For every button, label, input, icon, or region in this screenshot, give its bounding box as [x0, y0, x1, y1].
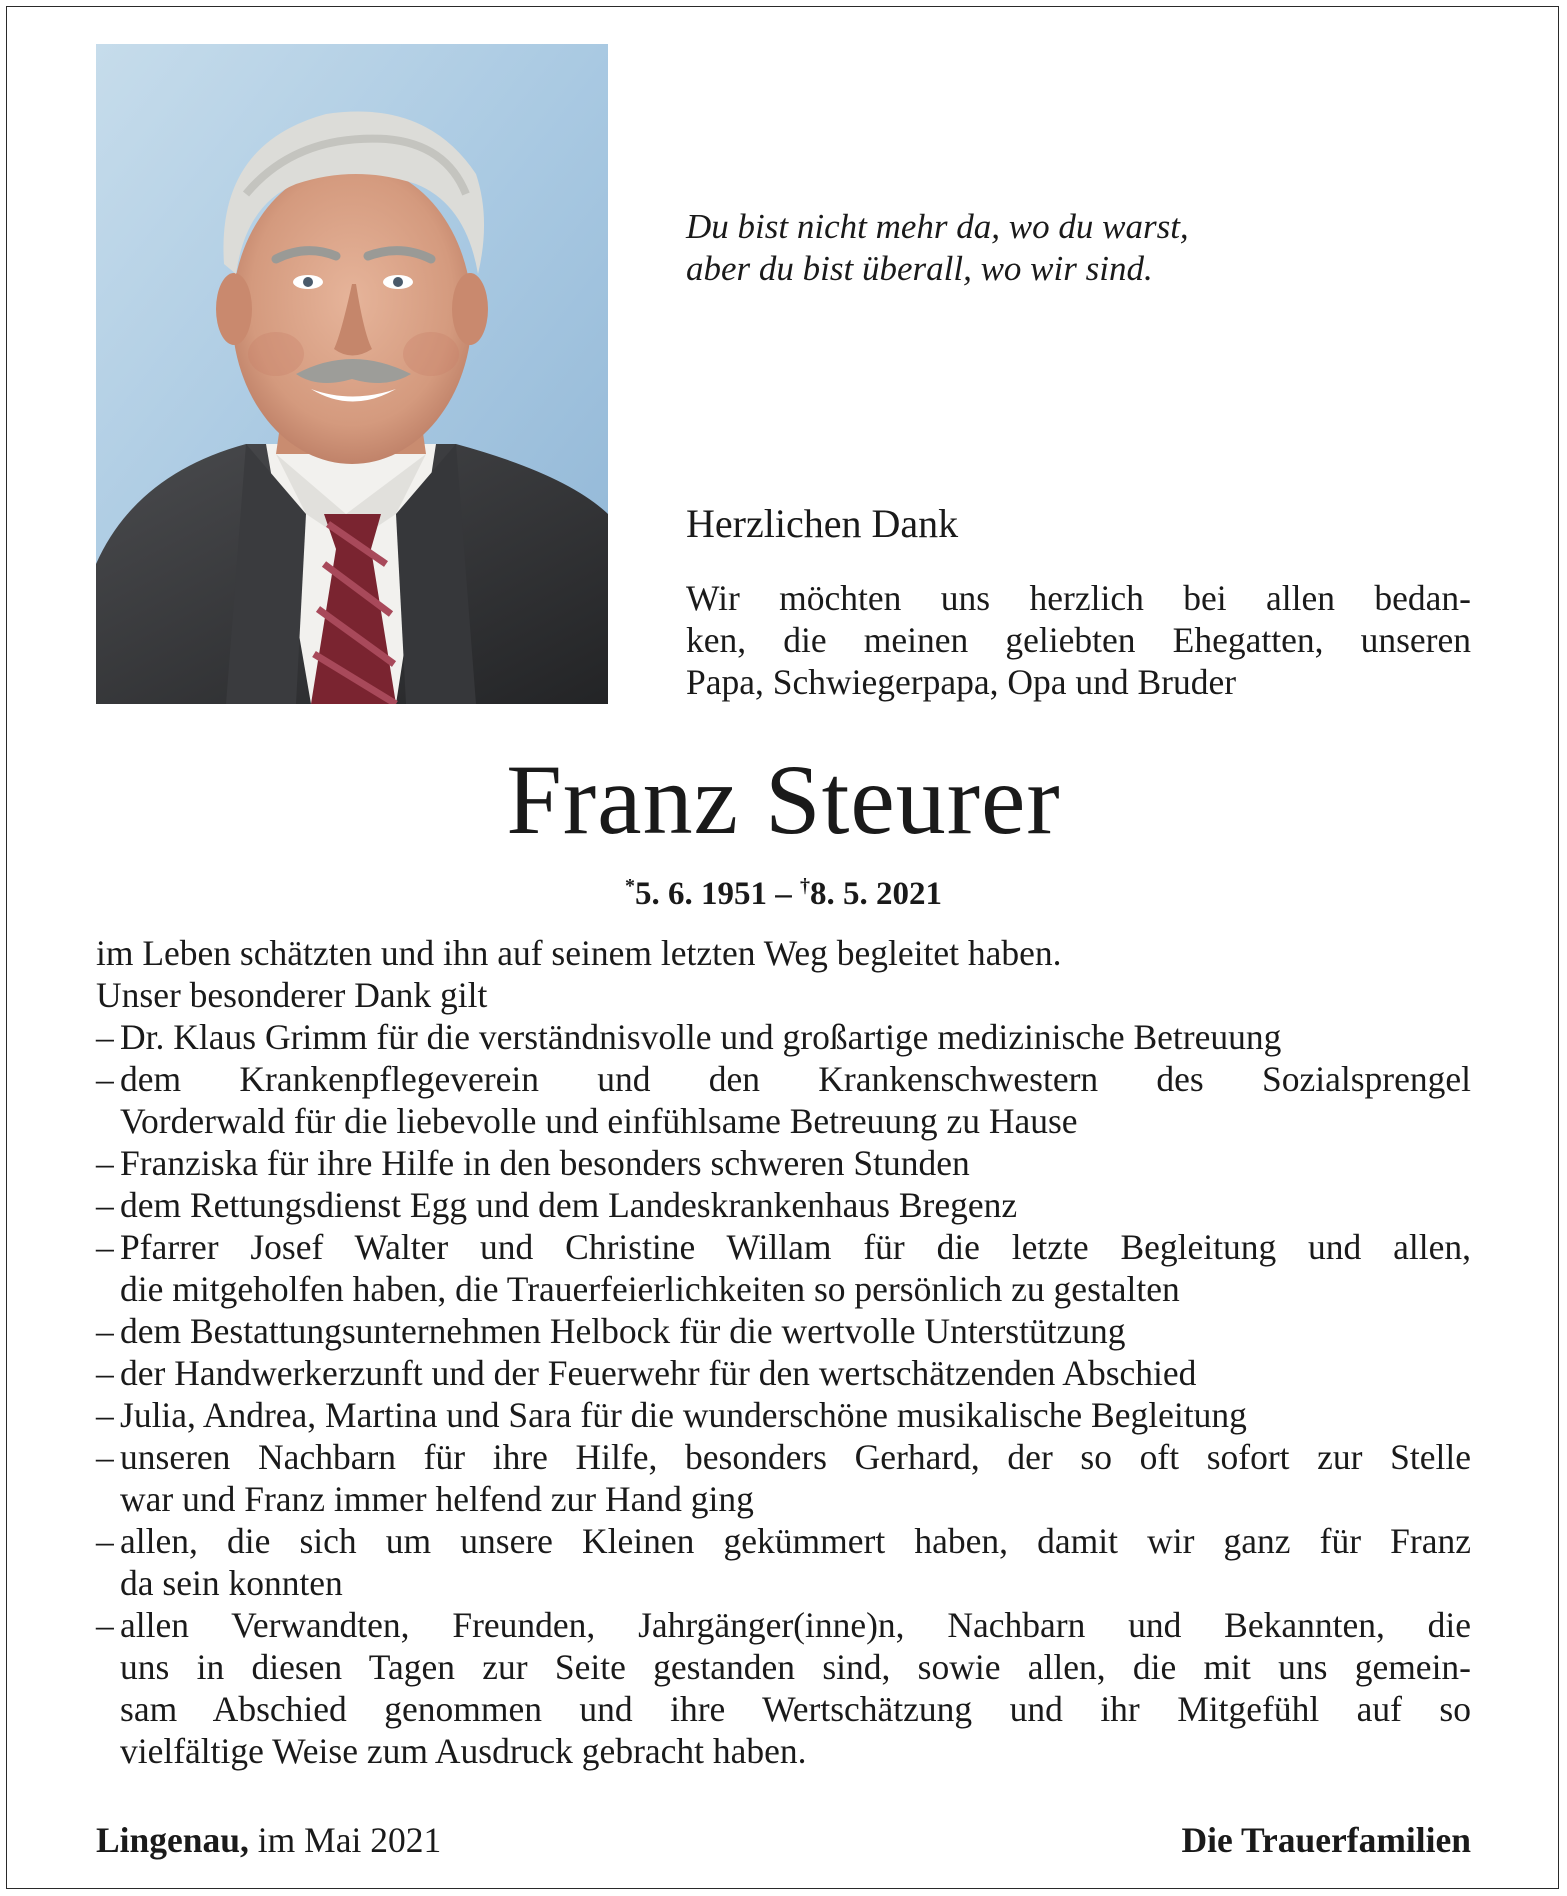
- death-date: 8. 5. 2021: [810, 876, 942, 912]
- list-item: [96, 1394, 1471, 1436]
- list-item-line: Julia, Andrea, Martina und Sara für die wunderschöne musikalische Begleitung: [120, 1395, 1247, 1435]
- date-separator: –: [775, 876, 792, 912]
- birth-date: 5. 6. 1951: [635, 876, 767, 912]
- memorial-quote: [686, 206, 1486, 290]
- list-item: [96, 1142, 1471, 1184]
- list-dash: –: [96, 1227, 114, 1267]
- list-item-line: allen Verwandten, Freunden, Jahrgänger(inne)n, Nachbarn und Bekannten, die: [120, 1605, 1471, 1645]
- list-item: [96, 1604, 1471, 1772]
- list-item: [96, 1310, 1471, 1352]
- list-dash: –: [96, 1521, 114, 1561]
- list-item-line: der Handwerkerzunft und der Feuerwehr für den wertschätzenden Abschied: [120, 1353, 1197, 1393]
- list-dash: –: [96, 1143, 114, 1183]
- body-text: [96, 932, 1471, 1772]
- list-item-line: allen, die sich um unsere Kleinen gekümmert haben, damit wir ganz für Franz: [120, 1521, 1471, 1561]
- list-item-line: dem Rettungsdienst Egg und dem Landeskrankenhaus Bregenz: [120, 1185, 1018, 1225]
- list-item-line: Dr. Klaus Grimm für die verständnisvolle und großartige medizinische Betreuung: [120, 1017, 1282, 1057]
- place-and-date: [96, 1818, 441, 1862]
- intro-line: Wir möchten uns herzlich bei allen bedan-: [686, 578, 1471, 618]
- death-symbol: †: [800, 875, 810, 897]
- list-item-line: sam Abschied genommen und ihre Wertschätzung und ihr Mitgefühl auf so: [120, 1689, 1471, 1729]
- list-dash: –: [96, 1353, 114, 1393]
- list-item: [96, 1016, 1471, 1058]
- place: Lingenau,: [96, 1820, 249, 1860]
- list-dash: –: [96, 1437, 114, 1477]
- intro-line: ken, die meinen geliebten Ehegatten, unseren: [686, 620, 1471, 660]
- list-item: [96, 1436, 1471, 1520]
- list-item-line: dem Bestattungsunternehmen Helbock für die wertvolle Unterstützung: [120, 1311, 1126, 1351]
- list-item: [96, 1184, 1471, 1226]
- list-item-line: vielfältige Weise zum Ausdruck gebracht haben.: [120, 1731, 807, 1771]
- thanks-list: [96, 1016, 1471, 1772]
- birth-symbol: *: [625, 875, 635, 897]
- list-item: [96, 1352, 1471, 1394]
- list-dash: –: [96, 1395, 114, 1435]
- list-item-line: da sein konnten: [120, 1563, 343, 1603]
- intro-paragraph: [686, 577, 1471, 703]
- list-item-line: dem Krankenpflegeverein und den Krankenschwestern des Sozialsprengel: [120, 1059, 1471, 1099]
- body-line: im Leben schätzten und ihn auf seinem letzten Weg begleitet haben.: [96, 933, 1062, 973]
- life-dates: [0, 864, 1567, 916]
- list-item-line: unseren Nachbarn für ihre Hilfe, besonders Gerhard, der so oft sofort zur Stelle: [120, 1437, 1471, 1477]
- list-dash: –: [96, 1017, 114, 1057]
- list-item-line: die mitgeholfen haben, die Trauerfeierlichkeiten so persönlich zu gestalten: [120, 1269, 1180, 1309]
- list-dash: –: [96, 1059, 114, 1099]
- portrait-photo: [96, 44, 608, 704]
- thanks-heading: Herzlichen Dank: [686, 501, 959, 546]
- list-item-line: war und Franz immer helfend zur Hand ging: [120, 1479, 754, 1519]
- list-item-line: Vorderwald für die liebevolle und einfühlsame Betreuung zu Hause: [120, 1101, 1078, 1141]
- intro-line: Papa, Schwiegerpapa, Opa und Bruder: [686, 662, 1237, 702]
- list-item-line: uns in diesen Tagen zur Seite gestanden sind, sowie allen, die mit uns gemein-: [120, 1647, 1471, 1687]
- list-item: [96, 1226, 1471, 1310]
- list-item: [96, 1520, 1471, 1604]
- quote-line-2: aber du bist überall, wo wir sind.: [686, 249, 1153, 288]
- list-dash: –: [96, 1311, 114, 1351]
- list-dash: –: [96, 1605, 114, 1645]
- list-dash: –: [96, 1185, 114, 1225]
- list-item: [96, 1058, 1471, 1142]
- body-line: Unser besonderer Dank gilt: [96, 975, 488, 1015]
- list-item-line: Franziska für ihre Hilfe in den besonders schweren Stunden: [120, 1143, 970, 1183]
- signature: Die Trauerfamilien: [1181, 1820, 1471, 1860]
- deceased-name: Franz Steurer: [506, 744, 1061, 855]
- quote-line-1: Du bist nicht mehr da, wo du warst,: [686, 207, 1189, 246]
- date: im Mai 2021: [248, 1820, 442, 1860]
- list-item-line: Pfarrer Josef Walter und Christine Willam für die letzte Begleitung und allen,: [120, 1227, 1471, 1267]
